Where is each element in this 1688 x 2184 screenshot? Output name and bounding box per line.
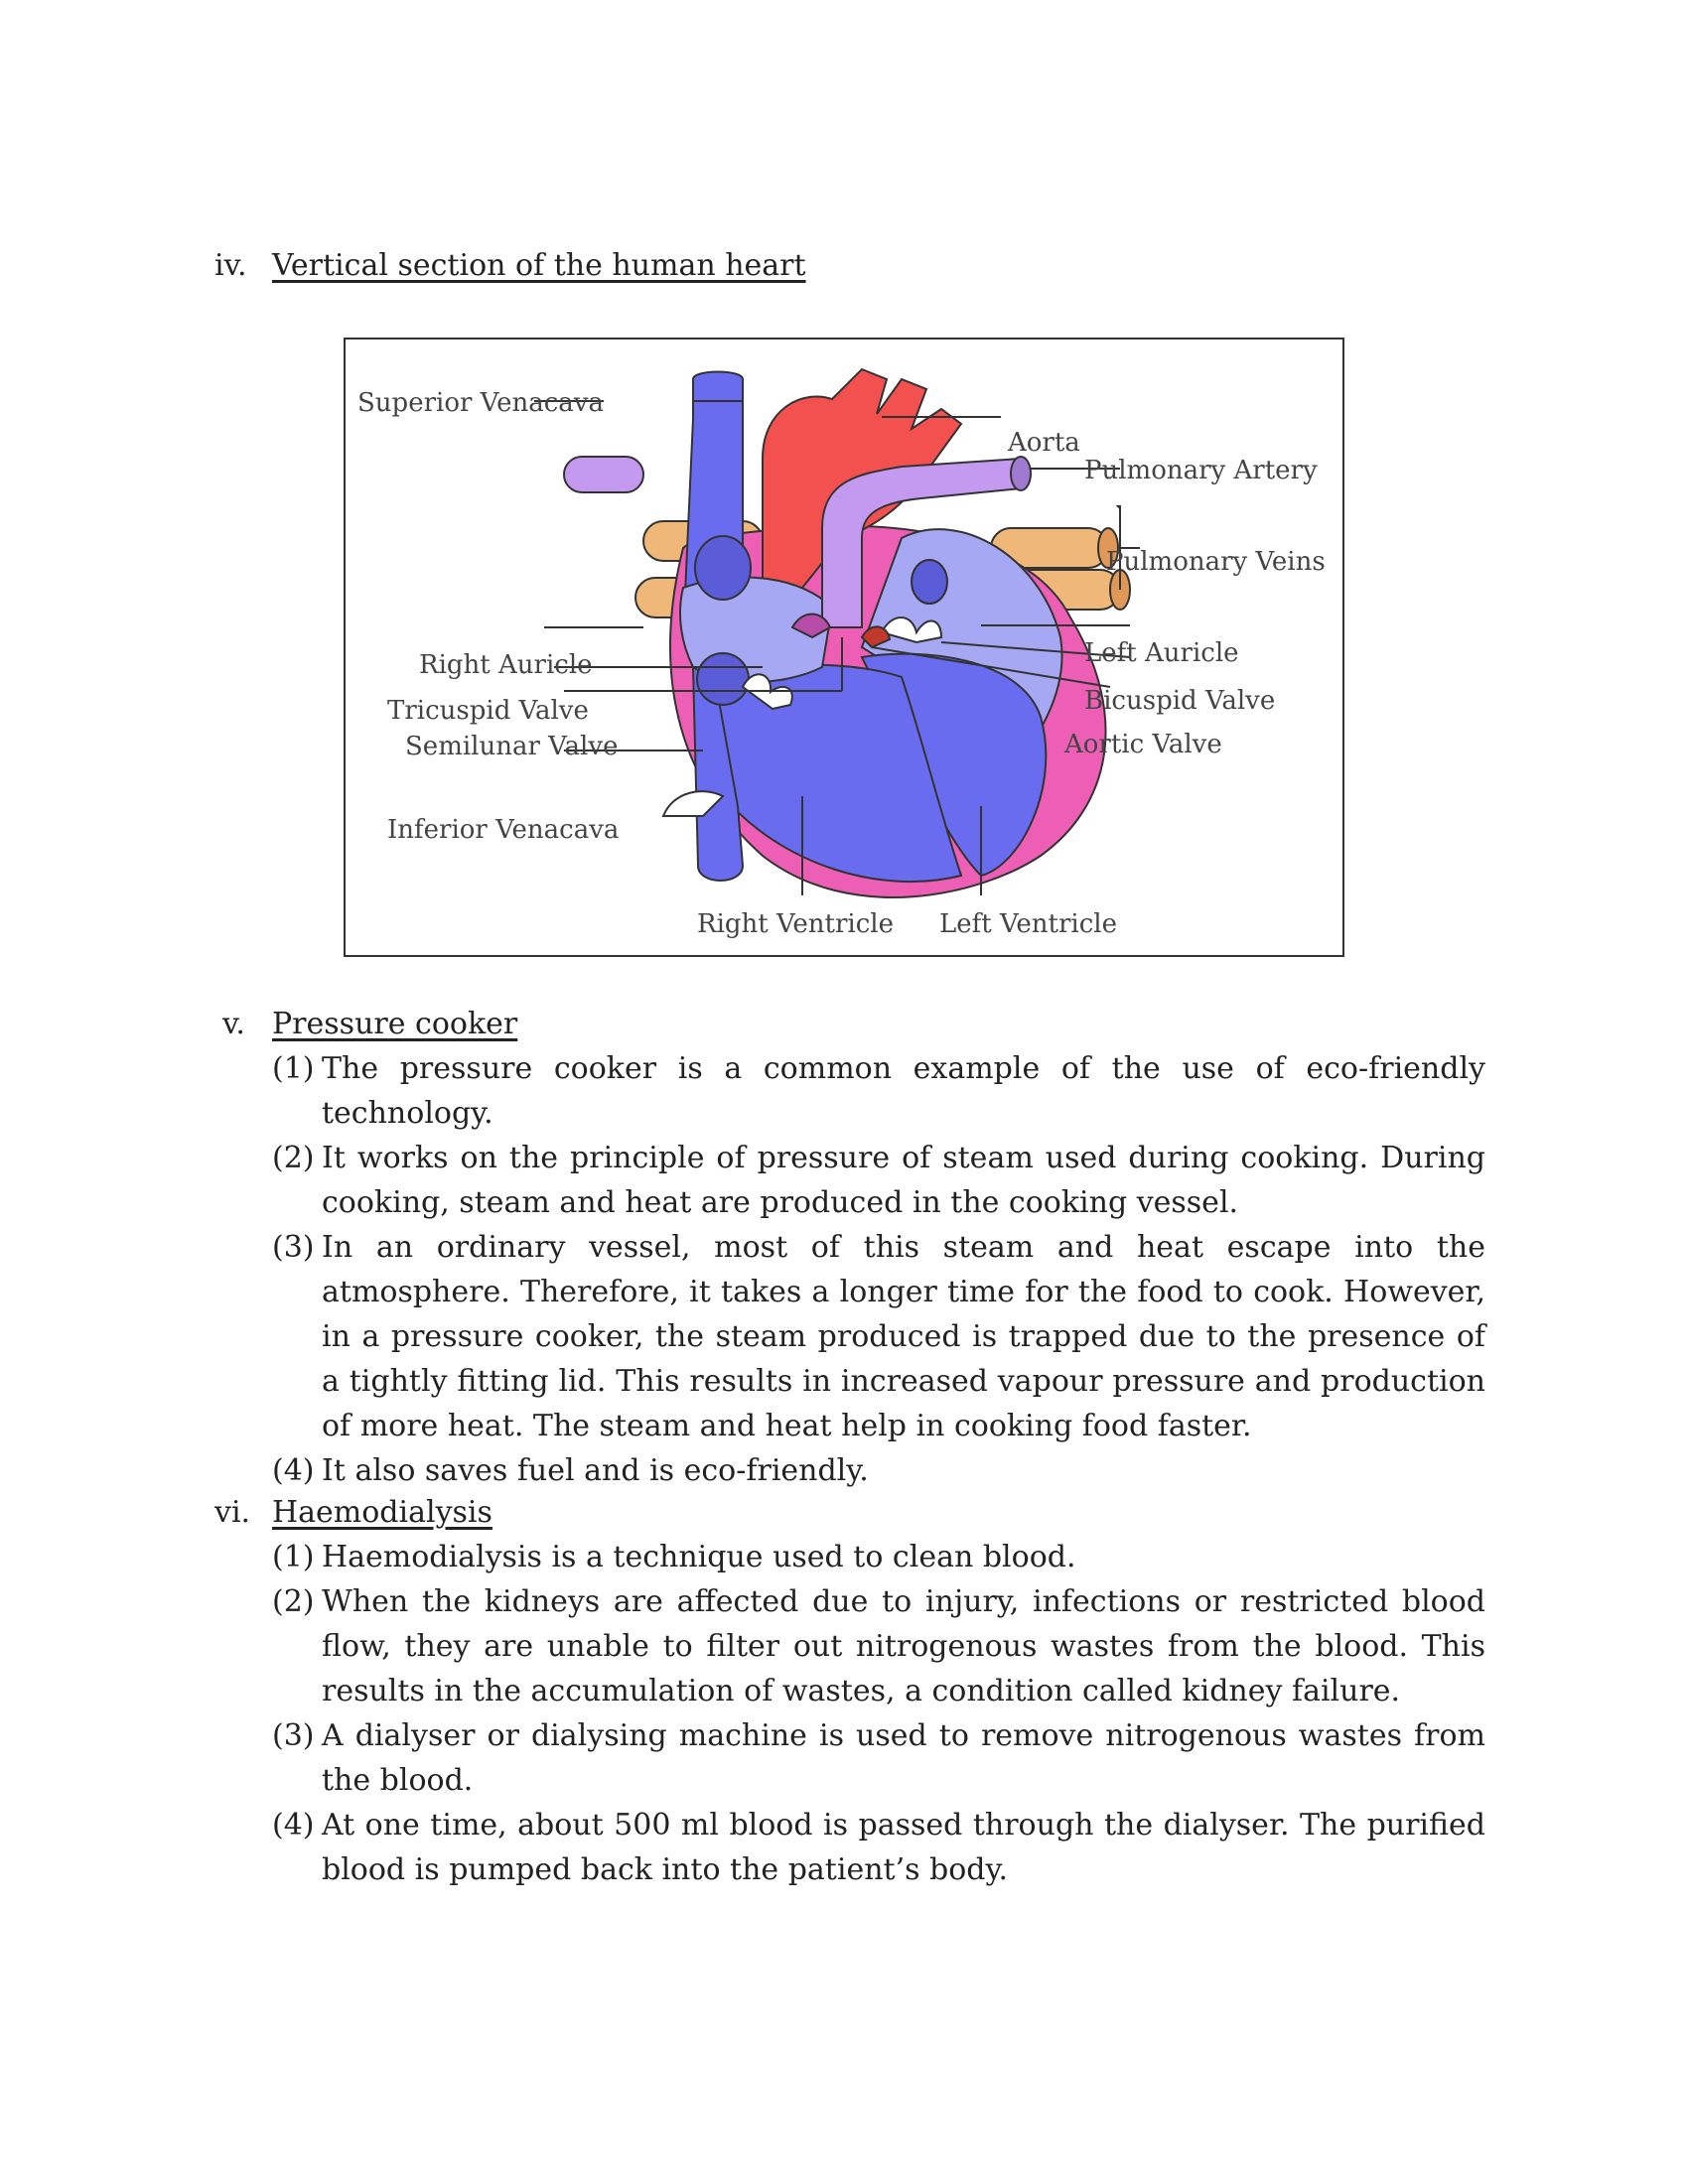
haemodialysis-list <box>272 1535 1485 1892</box>
section-number: vi. <box>214 1495 251 1530</box>
label-left-ventricle: Left Ventricle <box>939 909 1117 939</box>
heart-diagram <box>344 338 1344 957</box>
label-bicuspid-valve: Bicuspid Valve <box>1084 686 1276 716</box>
label-left-auricle: Left Auricle <box>1084 638 1239 668</box>
label-aortic-valve: Aortic Valve <box>1064 730 1222 759</box>
list-item: (2) It works on the principle of pressure of steam used during cooking. During cooking, steam and heat are produced in the cooking vessel. <box>272 1141 1485 1220</box>
section-title: Haemodialysis <box>272 1495 492 1530</box>
label-superior-venacava: Superior Venacava <box>357 388 604 418</box>
label-tricuspid-valve: Tricuspid Valve <box>387 696 589 726</box>
section-title: Vertical section of the human heart <box>272 248 806 283</box>
heart-diagram-svg <box>346 340 1342 955</box>
list-item: (2) When the kidneys are affected due to injury, infections or restricted blood flow, they are unable to filter out nitrogenous wastes from the blood. This results in the accumulation of wastes, a condition called kidney failure. <box>272 1584 1485 1708</box>
label-aorta: Aorta <box>1008 428 1080 458</box>
label-inferior-venacava: Inferior Venacava <box>387 815 620 845</box>
list-item: (3) In an ordinary vessel, most of this steam and heat escape into the atmosphere. Therefore, it takes a longer time for the food to cook. However, in a pressure cooker, the steam produced is trapped due to the presence of a tightly fitting lid. This results in increased vapour pressure and production of more heat. The steam and heat help in cooking food faster. <box>272 1230 1485 1443</box>
label-semilunar-valve: Semilunar Valve <box>405 732 619 761</box>
list-item: (1) Haemodialysis is a technique used to clean blood. <box>272 1540 1076 1574</box>
label-right-auricle: Right Auricle <box>419 650 593 680</box>
list-item: (1) The pressure cooker is a common example of the use of eco-friendly technology. <box>272 1051 1485 1131</box>
section-number: iv. <box>214 248 247 283</box>
pressure-cooker-list <box>272 1046 1485 1493</box>
list-item: (4) It also saves fuel and is eco-friendly. <box>272 1453 869 1488</box>
section-title: Pressure cooker <box>272 1007 518 1041</box>
section-number: v. <box>222 1007 245 1041</box>
label-pulmonary-veins: Pulmonary Veins <box>1106 547 1326 577</box>
label-pulmonary-artery: Pulmonary Artery <box>1084 456 1318 485</box>
list-item: (3) A dialyser or dialysing machine is used to remove nitrogenous wastes from the blood. <box>272 1718 1485 1798</box>
list-item: (4) At one time, about 500 ml blood is passed through the dialyser. The purified blood is pumped back into the patient’s body. <box>272 1808 1485 1887</box>
label-right-ventricle: Right Ventricle <box>697 909 894 939</box>
